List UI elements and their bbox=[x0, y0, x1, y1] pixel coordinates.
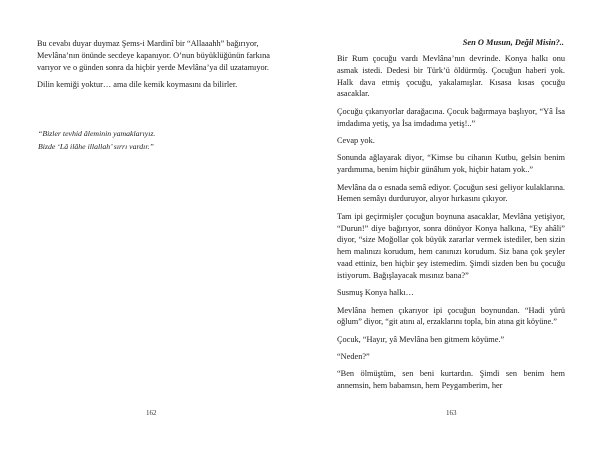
page-number: 162 bbox=[146, 409, 157, 417]
paragraph: Bir Rum çocuğu vardı Mevlâna’nın devrinde. Konya halkı onu asmak istedi. Dedesi bir Türk’ü öldürmüş. Çocuğun haberi yok. Halk dava etmiş çocuğu, yakalamışlar. Kısasa kısas çocuğu asacaklar. bbox=[337, 54, 565, 99]
quote-line: Bizde ‘Lâ ilâhe illallah’ sırrı vardır.” bbox=[38, 142, 154, 151]
paragraph: Çocuk, “Hayır, yâ Mevlâna ben gitmem köyüme.” bbox=[337, 334, 505, 344]
running-head: Sen O Musun, Değil Misin?.. bbox=[462, 38, 564, 47]
paragraph: Cevap yok. bbox=[337, 135, 375, 145]
paragraph: Dilin kemiği yoktur… ama dile kemik koymasını da bilirler. bbox=[37, 80, 238, 90]
left-page-body bbox=[37, 38, 273, 97]
paragraph: Sonunda ağlayarak diyor, “Kimse bu cihanın Kutbu, gelsin benim yardımıma, benim hiçbir günâhım yok, hiçbir hatam yok..” bbox=[337, 153, 565, 175]
right-page bbox=[300, 0, 600, 449]
paragraph: “Ben ölmüştüm, sen beni kurtardın. Şimdi sen benim hem annemsin, hem babamsın, hem Peygamberim, her bbox=[337, 369, 565, 391]
paragraph: Mevlâna hemen çıkarıyor ipi çocuğun boynundan. “Hadi yürü oğlum” diyor, “git atını al, erzaklarını topla, bin atına git köyüne.” bbox=[337, 305, 565, 327]
paragraph: Bu cevabı duyar duymaz Şems-i Mardinî bir “Allaaahh” bağırıyor, Mevlâna’nın önünde secdeye kapanıyor. O’nun büyüklüğünün farkına varıyor ve o günden sonra da hiçbir yerde Mevlâna’ya dil uzatamıyor. bbox=[37, 39, 270, 73]
quote-line: “Bizler tevhid âleminin yamaklarıyız. bbox=[38, 129, 156, 138]
paragraph: Çocuğu çıkarıyorlar darağacına. Çocuk bağırmaya başlıyor, “Yâ İsa imdadıma yetiş, ya İsa imdadıma yetiş!..” bbox=[337, 106, 565, 128]
paragraph: Susmuş Konya halkı… bbox=[337, 288, 414, 298]
paragraph: “Neden?” bbox=[337, 352, 370, 362]
paragraph: Mevlâna da o esnada semâ ediyor. Çocuğun sesi geliyor kulaklarına. Hemen semâyı durduruyor, alıyor hırkasını çıkıyor. bbox=[337, 182, 565, 204]
epigraph-quote bbox=[38, 127, 268, 153]
right-page-body bbox=[337, 53, 565, 398]
page-number: 163 bbox=[446, 409, 457, 417]
paragraph: Tam ipi geçirmişler çocuğun boynuna asacaklar, Mevlâna yetişiyor, “Durun!” diye bağırıyor, sonra dönüyor Konya halkına, “Ey ahâli” diyor, “size Moğollar çok büyük zararlar vermek istediler, ben sizin hem malınızı korudum, hem canınızı korudum. Siz bana çok şeyler vaad ettiniz, ben hiçbir şey istemedim. Şimdi sizden ben bu çocuğu istiyorum. Bağışlayacak mısınız bana?” bbox=[337, 211, 565, 280]
